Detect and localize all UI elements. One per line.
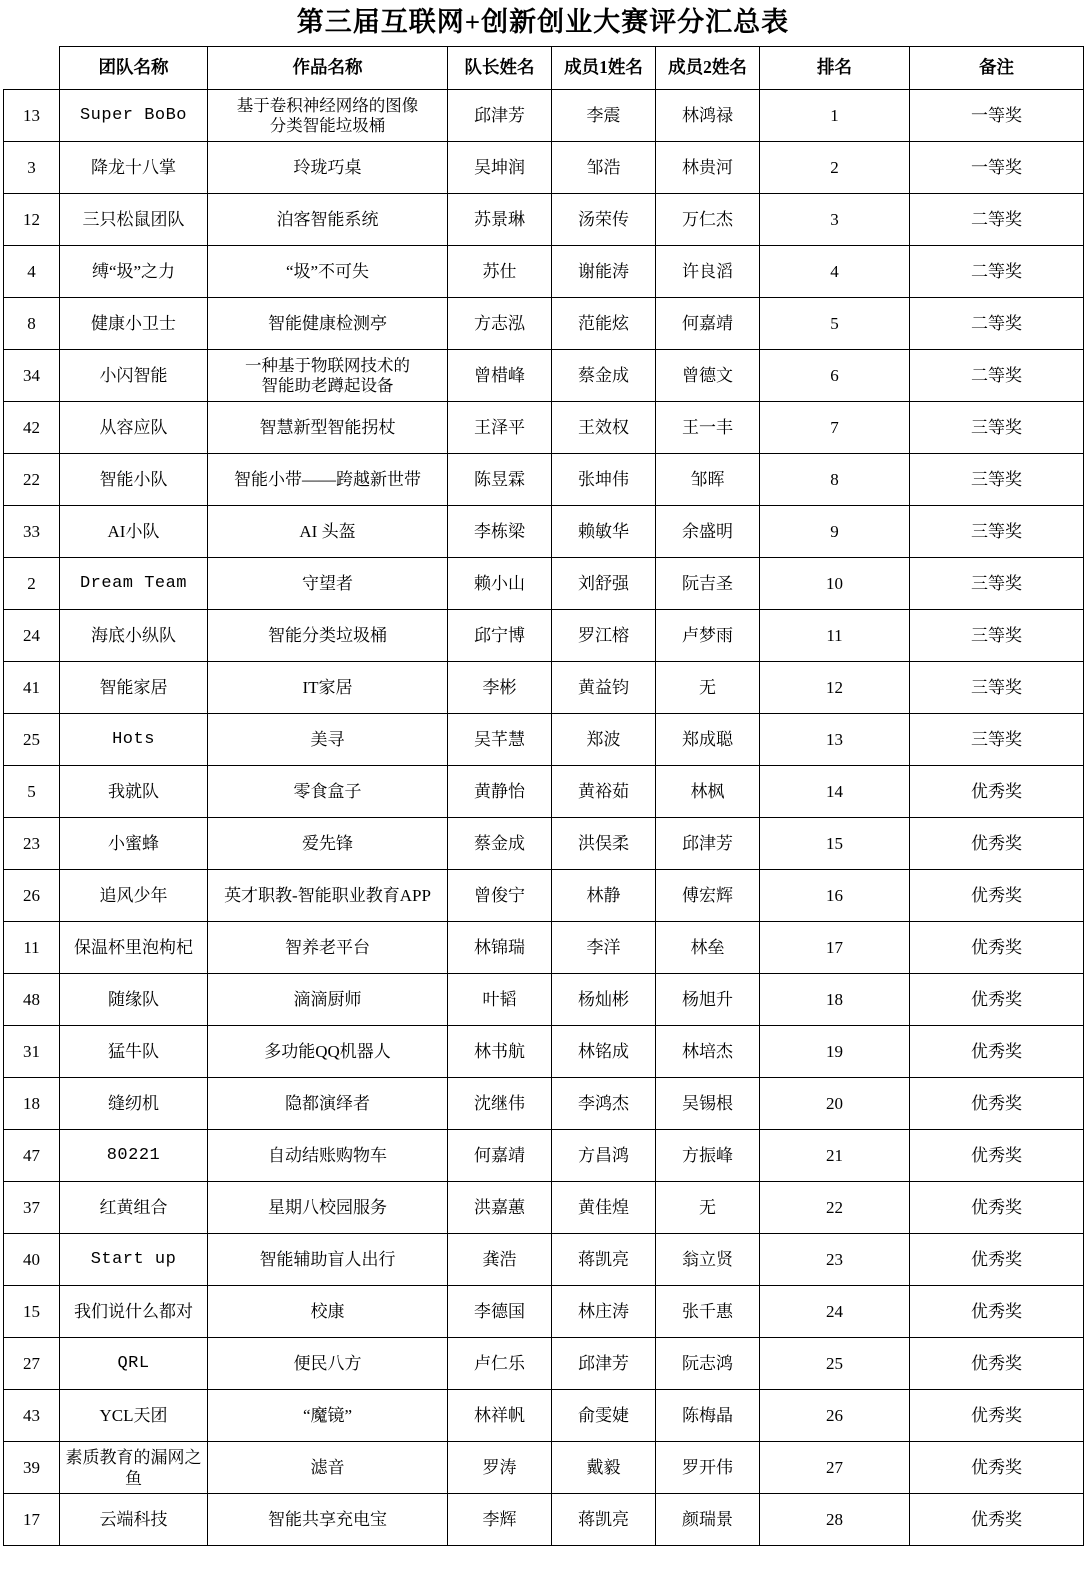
member2-name-cell: 余盛明	[656, 506, 760, 558]
row-index: 24	[4, 610, 60, 662]
leader-name-cell: 黄静怡	[448, 766, 552, 818]
leader-name-cell: 卢仁乐	[448, 1338, 552, 1390]
work-name-cell: “圾”不可失	[208, 246, 448, 298]
rank-cell: 14	[760, 766, 910, 818]
work-name-cell: 泊客智能系统	[208, 194, 448, 246]
member2-name-cell: 林垒	[656, 922, 760, 974]
note-cell: 优秀奖	[910, 922, 1084, 974]
member1-name-cell: 黄裕茹	[552, 766, 656, 818]
leader-name-cell: 陈昱霖	[448, 454, 552, 506]
note-cell: 二等奖	[910, 350, 1084, 402]
member1-name-cell: 张坤伟	[552, 454, 656, 506]
row-index: 31	[4, 1026, 60, 1078]
row-index: 25	[4, 714, 60, 766]
leader-name-cell: 吴坤润	[448, 142, 552, 194]
leader-name-cell: 邱宁博	[448, 610, 552, 662]
note-cell: 优秀奖	[910, 818, 1084, 870]
leader-name-cell: 沈继伟	[448, 1078, 552, 1130]
member2-name-cell: 阮吉圣	[656, 558, 760, 610]
rank-cell: 9	[760, 506, 910, 558]
work-name-cell: 智能健康检测亭	[208, 298, 448, 350]
leader-name-cell: 李栋梁	[448, 506, 552, 558]
rank-cell: 13	[760, 714, 910, 766]
note-cell: 一等奖	[910, 90, 1084, 142]
table-row	[4, 974, 1084, 1026]
row-index: 48	[4, 974, 60, 1026]
work-name-cell: 智能分类垃圾桶	[208, 610, 448, 662]
column-header-leader-name: 队长姓名	[448, 47, 552, 90]
rank-cell: 8	[760, 454, 910, 506]
work-name-cell: 美寻	[208, 714, 448, 766]
member2-name-cell: 林鸿禄	[656, 90, 760, 142]
team-name-cell: 健康小卫士	[60, 298, 208, 350]
member1-name-cell: 李洋	[552, 922, 656, 974]
member2-name-cell: 林培杰	[656, 1026, 760, 1078]
work-name-cell: 智慧新型智能拐杖	[208, 402, 448, 454]
table-row	[4, 922, 1084, 974]
team-name-cell: Hots	[60, 714, 208, 766]
row-index: 27	[4, 1338, 60, 1390]
rank-cell: 20	[760, 1078, 910, 1130]
team-name-cell: 缚“圾”之力	[60, 246, 208, 298]
table-row	[4, 1390, 1084, 1442]
member1-name-cell: 洪俣柔	[552, 818, 656, 870]
member1-name-cell: 黄佳煌	[552, 1182, 656, 1234]
row-index: 39	[4, 1442, 60, 1494]
leader-name-cell: 吴芊慧	[448, 714, 552, 766]
table-row	[4, 194, 1084, 246]
note-cell: 优秀奖	[910, 1130, 1084, 1182]
row-index: 15	[4, 1286, 60, 1338]
rank-cell: 6	[760, 350, 910, 402]
leader-name-cell: 蔡金成	[448, 818, 552, 870]
team-name-cell: 我就队	[60, 766, 208, 818]
note-cell: 三等奖	[910, 714, 1084, 766]
table-row	[4, 142, 1084, 194]
work-name-cell: 基于卷积神经网络的图像 分类智能垃圾桶	[208, 90, 448, 142]
work-name-cell: 零食盒子	[208, 766, 448, 818]
member1-name-cell: 蒋凯亮	[552, 1234, 656, 1286]
rank-cell: 17	[760, 922, 910, 974]
team-name-cell: 降龙十八掌	[60, 142, 208, 194]
member2-name-cell: 无	[656, 1182, 760, 1234]
member2-name-cell: 阮志鸿	[656, 1338, 760, 1390]
team-name-cell: 缝纫机	[60, 1078, 208, 1130]
rank-cell: 10	[760, 558, 910, 610]
team-name-cell: Start up	[60, 1234, 208, 1286]
member1-name-cell: 邹浩	[552, 142, 656, 194]
member2-name-cell: 陈梅晶	[656, 1390, 760, 1442]
note-cell: 优秀奖	[910, 974, 1084, 1026]
note-cell: 优秀奖	[910, 1026, 1084, 1078]
work-name-cell: 便民八方	[208, 1338, 448, 1390]
note-cell: 三等奖	[910, 610, 1084, 662]
member2-name-cell: 傅宏辉	[656, 870, 760, 922]
team-name-cell: 素质教育的漏网之鱼	[60, 1442, 208, 1494]
rank-cell: 4	[760, 246, 910, 298]
team-name-cell: 小蜜蜂	[60, 818, 208, 870]
table-row	[4, 1234, 1084, 1286]
rank-cell: 11	[760, 610, 910, 662]
leader-name-cell: 叶韬	[448, 974, 552, 1026]
member1-name-cell: 俞雯婕	[552, 1390, 656, 1442]
work-name-cell: IT家居	[208, 662, 448, 714]
member2-name-cell: 万仁杰	[656, 194, 760, 246]
table-row	[4, 402, 1084, 454]
row-index: 40	[4, 1234, 60, 1286]
leader-name-cell: 李辉	[448, 1494, 552, 1546]
member1-name-cell: 邱津芳	[552, 1338, 656, 1390]
work-name-cell: 爱先锋	[208, 818, 448, 870]
rank-cell: 22	[760, 1182, 910, 1234]
rank-cell: 2	[760, 142, 910, 194]
table-row	[4, 1078, 1084, 1130]
note-cell: 三等奖	[910, 506, 1084, 558]
team-name-cell: 智能家居	[60, 662, 208, 714]
table-row	[4, 714, 1084, 766]
member2-name-cell: 张千惠	[656, 1286, 760, 1338]
row-index: 26	[4, 870, 60, 922]
rank-cell: 5	[760, 298, 910, 350]
member2-name-cell: 何嘉靖	[656, 298, 760, 350]
rank-cell: 28	[760, 1494, 910, 1546]
rank-cell: 18	[760, 974, 910, 1026]
member1-name-cell: 谢能涛	[552, 246, 656, 298]
leader-name-cell: 曾棤峰	[448, 350, 552, 402]
member1-name-cell: 罗江榕	[552, 610, 656, 662]
work-name-cell: 滴滴厨师	[208, 974, 448, 1026]
leader-name-cell: 曾俊宁	[448, 870, 552, 922]
work-name-cell: 多功能QQ机器人	[208, 1026, 448, 1078]
member2-name-cell: 王一丰	[656, 402, 760, 454]
rank-cell: 21	[760, 1130, 910, 1182]
leader-name-cell: 赖小山	[448, 558, 552, 610]
team-name-cell: Super BoBo	[60, 90, 208, 142]
leader-name-cell: 方志泓	[448, 298, 552, 350]
member1-name-cell: 范能炫	[552, 298, 656, 350]
member1-name-cell: 蔡金成	[552, 350, 656, 402]
note-cell: 优秀奖	[910, 766, 1084, 818]
team-name-cell: 随缘队	[60, 974, 208, 1026]
member1-name-cell: 林庄涛	[552, 1286, 656, 1338]
row-index: 42	[4, 402, 60, 454]
rank-cell: 27	[760, 1442, 910, 1494]
member2-name-cell: 许良滔	[656, 246, 760, 298]
note-cell: 优秀奖	[910, 1338, 1084, 1390]
note-cell: 优秀奖	[910, 1442, 1084, 1494]
member1-name-cell: 郑波	[552, 714, 656, 766]
row-index: 34	[4, 350, 60, 402]
leader-name-cell: 李彬	[448, 662, 552, 714]
table-row	[4, 454, 1084, 506]
member1-name-cell: 汤荣传	[552, 194, 656, 246]
row-index: 33	[4, 506, 60, 558]
note-cell: 优秀奖	[910, 1078, 1084, 1130]
score-summary-table	[3, 46, 1084, 1546]
work-name-cell: 一种基于物联网技术的 智能助老蹲起设备	[208, 350, 448, 402]
member2-name-cell: 无	[656, 662, 760, 714]
member1-name-cell: 李鸿杰	[552, 1078, 656, 1130]
leader-name-cell: 苏仕	[448, 246, 552, 298]
team-name-cell: YCL天团	[60, 1390, 208, 1442]
team-name-cell: 80221	[60, 1130, 208, 1182]
table-row	[4, 90, 1084, 142]
row-index: 12	[4, 194, 60, 246]
note-cell: 三等奖	[910, 402, 1084, 454]
note-cell: 优秀奖	[910, 1234, 1084, 1286]
leader-name-cell: 罗涛	[448, 1442, 552, 1494]
member1-name-cell: 林静	[552, 870, 656, 922]
note-cell: 优秀奖	[910, 1494, 1084, 1546]
row-index: 3	[4, 142, 60, 194]
row-index: 37	[4, 1182, 60, 1234]
table-row	[4, 1130, 1084, 1182]
row-index: 22	[4, 454, 60, 506]
team-name-cell: 保温杯里泡枸杞	[60, 922, 208, 974]
member2-name-cell: 邱津芳	[656, 818, 760, 870]
table-row	[4, 662, 1084, 714]
table-row	[4, 246, 1084, 298]
member2-name-cell: 曾德文	[656, 350, 760, 402]
column-header-member1-name: 成员1姓名	[552, 47, 656, 90]
row-index: 4	[4, 246, 60, 298]
member2-name-cell: 杨旭升	[656, 974, 760, 1026]
leader-name-cell: 林祥帆	[448, 1390, 552, 1442]
rank-cell: 16	[760, 870, 910, 922]
member1-name-cell: 杨灿彬	[552, 974, 656, 1026]
table-body	[4, 90, 1084, 1546]
row-index: 11	[4, 922, 60, 974]
row-index: 18	[4, 1078, 60, 1130]
member1-name-cell: 蒋凯亮	[552, 1494, 656, 1546]
table-row	[4, 818, 1084, 870]
rank-cell: 24	[760, 1286, 910, 1338]
work-name-cell: 智能辅助盲人出行	[208, 1234, 448, 1286]
column-header-member2-name: 成员2姓名	[656, 47, 760, 90]
member1-name-cell: 戴毅	[552, 1442, 656, 1494]
leader-name-cell: 林书航	[448, 1026, 552, 1078]
row-index: 23	[4, 818, 60, 870]
row-index: 17	[4, 1494, 60, 1546]
member1-name-cell: 王效权	[552, 402, 656, 454]
team-name-cell: 海底小纵队	[60, 610, 208, 662]
page-title: 第三届互联网+创新创业大赛评分汇总表	[296, 7, 790, 37]
team-name-cell: 云端科技	[60, 1494, 208, 1546]
member1-name-cell: 林铭成	[552, 1026, 656, 1078]
table-header	[4, 47, 1084, 90]
team-name-cell: QRL	[60, 1338, 208, 1390]
row-index: 13	[4, 90, 60, 142]
work-name-cell: 滤音	[208, 1442, 448, 1494]
table-row	[4, 1494, 1084, 1546]
work-name-cell: 智能共享充电宝	[208, 1494, 448, 1546]
table-row	[4, 610, 1084, 662]
note-cell: 二等奖	[910, 246, 1084, 298]
team-name-cell: 小闪智能	[60, 350, 208, 402]
team-name-cell: 从容应队	[60, 402, 208, 454]
work-name-cell: 自动结账购物车	[208, 1130, 448, 1182]
work-name-cell: 守望者	[208, 558, 448, 610]
team-name-cell: Dream Team	[60, 558, 208, 610]
rank-cell: 26	[760, 1390, 910, 1442]
note-cell: 优秀奖	[910, 1286, 1084, 1338]
team-name-cell: AI小队	[60, 506, 208, 558]
row-index: 41	[4, 662, 60, 714]
team-name-cell: 追风少年	[60, 870, 208, 922]
rank-cell: 7	[760, 402, 910, 454]
table-row	[4, 506, 1084, 558]
team-name-cell: 猛牛队	[60, 1026, 208, 1078]
leader-name-cell: 王泽平	[448, 402, 552, 454]
member2-name-cell: 翁立贤	[656, 1234, 760, 1286]
member1-name-cell: 方昌鸿	[552, 1130, 656, 1182]
note-cell: 三等奖	[910, 558, 1084, 610]
table-row	[4, 1338, 1084, 1390]
work-name-cell: 智能小带——跨越新世带	[208, 454, 448, 506]
rank-cell: 15	[760, 818, 910, 870]
note-cell: 三等奖	[910, 662, 1084, 714]
team-name-cell: 我们说什么都对	[60, 1286, 208, 1338]
column-header-rank: 排名	[760, 47, 910, 90]
rank-cell: 1	[760, 90, 910, 142]
table-row	[4, 766, 1084, 818]
member2-name-cell: 颜瑞景	[656, 1494, 760, 1546]
work-name-cell: 隐都演绎者	[208, 1078, 448, 1130]
work-name-cell: AI 头盔	[208, 506, 448, 558]
column-header-note: 备注	[910, 47, 1084, 90]
leader-name-cell: 龚浩	[448, 1234, 552, 1286]
leader-name-cell: 邱津芳	[448, 90, 552, 142]
note-cell: 优秀奖	[910, 1182, 1084, 1234]
note-cell: 三等奖	[910, 454, 1084, 506]
row-index: 43	[4, 1390, 60, 1442]
rank-cell: 3	[760, 194, 910, 246]
member2-name-cell: 林贵河	[656, 142, 760, 194]
table-row	[4, 1182, 1084, 1234]
note-cell: 二等奖	[910, 298, 1084, 350]
leader-name-cell: 林锦瑞	[448, 922, 552, 974]
table-row	[4, 870, 1084, 922]
rank-cell: 12	[760, 662, 910, 714]
table-header-row	[4, 47, 1084, 90]
table-row	[4, 1286, 1084, 1338]
work-name-cell: 玲珑巧桌	[208, 142, 448, 194]
column-header-team-name: 团队名称	[60, 47, 208, 90]
table-row	[4, 1026, 1084, 1078]
column-header-work-name: 作品名称	[208, 47, 448, 90]
note-cell: 一等奖	[910, 142, 1084, 194]
table-row	[4, 298, 1084, 350]
member1-name-cell: 黄益钧	[552, 662, 656, 714]
leader-name-cell: 何嘉靖	[448, 1130, 552, 1182]
column-header-index	[4, 47, 60, 90]
member2-name-cell: 林枫	[656, 766, 760, 818]
leader-name-cell: 李德国	[448, 1286, 552, 1338]
table-row	[4, 558, 1084, 610]
row-index: 5	[4, 766, 60, 818]
work-name-cell: 智养老平台	[208, 922, 448, 974]
member2-name-cell: 罗开伟	[656, 1442, 760, 1494]
work-name-cell: “魔镜”	[208, 1390, 448, 1442]
rank-cell: 19	[760, 1026, 910, 1078]
leader-name-cell: 洪嘉蕙	[448, 1182, 552, 1234]
work-name-cell: 英才职教-智能职业教育APP	[208, 870, 448, 922]
member2-name-cell: 邹晖	[656, 454, 760, 506]
team-name-cell: 红黄组合	[60, 1182, 208, 1234]
member2-name-cell: 郑成聪	[656, 714, 760, 766]
row-index: 47	[4, 1130, 60, 1182]
note-cell: 优秀奖	[910, 870, 1084, 922]
rank-cell: 25	[760, 1338, 910, 1390]
member1-name-cell: 赖敏华	[552, 506, 656, 558]
table-row	[4, 1442, 1084, 1494]
rank-cell: 23	[760, 1234, 910, 1286]
member1-name-cell: 李震	[552, 90, 656, 142]
row-index: 8	[4, 298, 60, 350]
row-index: 2	[4, 558, 60, 610]
leader-name-cell: 苏景琳	[448, 194, 552, 246]
note-cell: 优秀奖	[910, 1390, 1084, 1442]
team-name-cell: 三只松鼠团队	[60, 194, 208, 246]
member2-name-cell: 吴锡根	[656, 1078, 760, 1130]
table-row	[4, 350, 1084, 402]
team-name-cell: 智能小队	[60, 454, 208, 506]
member2-name-cell: 方振峰	[656, 1130, 760, 1182]
member1-name-cell: 刘舒强	[552, 558, 656, 610]
work-name-cell: 星期八校园服务	[208, 1182, 448, 1234]
member2-name-cell: 卢梦雨	[656, 610, 760, 662]
work-name-cell: 校康	[208, 1286, 448, 1338]
note-cell: 二等奖	[910, 194, 1084, 246]
